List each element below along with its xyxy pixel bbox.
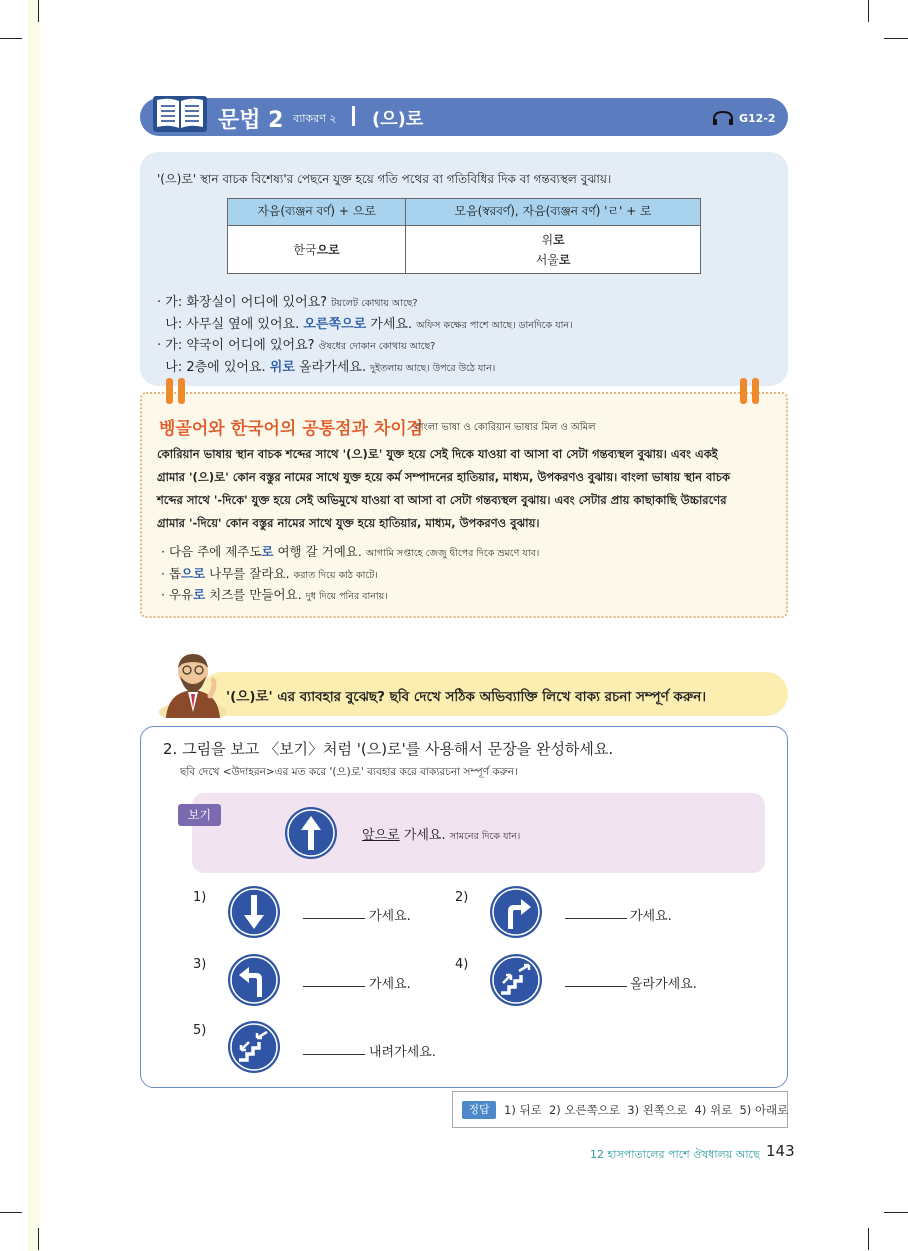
- section-subtitle: ব্যাকরণ ২: [293, 112, 337, 125]
- comparison-paragraph-line: গ্রামার '(으)로' কোন বস্তুর নামের সাথে যুক্ত হয়ে কর্ম সম্পাদনের হাতিয়ার, মাধ্যম, উপকরণও বুঝায়। বাংলা ভাষায় স্থান বাচক: [157, 470, 731, 484]
- exercise-subtitle: ছবি দেখে <উদাহরন>এর মত করে '(으)로' ব্যবহার করে বাক্যরচনা সম্পূর্ণ করুন।: [180, 766, 518, 778]
- sample-sentence: 앞으로 가세요. সামনের দিকে যান।: [362, 828, 521, 843]
- question-text: 가세요.: [369, 909, 411, 924]
- page-number: 143: [766, 1142, 795, 1160]
- prompt-text: '(으)로' এর ব্যাবহার বুঝেছ? ছবি দেখে সঠিক অভিব্যাক্তি লিখে বাক্য রচনা সম্পূর্ণ করুন।: [226, 689, 707, 705]
- comparison-title: 벵골어와 한국어의 공통점과 차이점: [159, 419, 424, 439]
- sample-tag: 보기: [178, 804, 221, 826]
- stairs-up-sign-icon: [489, 953, 543, 1007]
- answer-key-tag: 정답: [462, 1101, 496, 1119]
- crop-mark: [38, 1228, 39, 1250]
- comparison-subtitle: বাংলা ভাষা ও কোরিয়ান ভাষার মিল ও অমিল: [415, 422, 596, 433]
- comparison-paragraph-line: শব্দের সাথে '-দিকে' যুক্ত হয়ে সেই অভিমুখে যাওয়া বা আসা বা সেটা গন্তব্যস্থল বুঝায়। এবং সেটার প্রায় কাছাকাছি উচ্চারণের: [157, 493, 727, 507]
- question-text: 올라가세요.: [630, 977, 697, 992]
- crop-mark: [884, 1212, 908, 1213]
- crop-mark: [884, 38, 908, 39]
- side-strip: [28, 0, 40, 1251]
- arrow-down-sign-icon: [227, 885, 281, 939]
- example-line: · 가: 화장실이 어디에 있어요? টয়লেট কোথায় আছে?: [157, 295, 418, 310]
- binder-mark: [166, 378, 188, 404]
- answer-blank[interactable]: [303, 1054, 365, 1055]
- table-cell-consonant: 한국으로: [228, 226, 406, 274]
- answer-blank[interactable]: [303, 918, 365, 919]
- crop-mark: [0, 38, 22, 39]
- section-title: 문법 2: [218, 108, 284, 133]
- answer-blank[interactable]: [565, 918, 627, 919]
- chapter-title: 12 হাসপাতালের পাশে ঔষধালয় আছে: [590, 1148, 760, 1161]
- question-text: 내려가세요.: [369, 1045, 436, 1060]
- crop-mark: [38, 0, 39, 22]
- stairs-down-sign-icon: [227, 1020, 281, 1074]
- question-number: 4): [455, 957, 469, 972]
- crop-mark: [868, 1228, 869, 1250]
- example-line: · 가: 약국이 어디에 있어요? ঔষধের দোকান কোথায় আছে?: [157, 338, 436, 353]
- question-number: 5): [193, 1023, 207, 1038]
- book-icon: [152, 94, 208, 134]
- example-line: 나: 사무실 옆에 있어요. 오른쪽으로 가세요. অফিস কক্ষের পাশে আছে। ডানদিকে যান।: [157, 317, 573, 332]
- teacher-avatar: [158, 642, 228, 718]
- comparison-example: · 다음 주에 제주도로 여행 갈 거예요. আগামি সপ্তাহে জেজু দ্বীপের দিকে ভ্রমণে যাব।: [161, 544, 540, 559]
- crop-mark: [868, 0, 869, 22]
- binder-mark: [740, 378, 762, 404]
- comparison-paragraph-line: গ্রামার '-দিয়ে' কোন বস্তুর নামের সাথে যুক্ত হয়ে হাতিয়ার, মাধ্যম, উপকরণও বুঝায়।: [157, 516, 540, 530]
- question-number: 2): [455, 890, 469, 905]
- header-divider: [352, 106, 355, 126]
- question-text: 가세요.: [369, 977, 411, 992]
- table-header-vowel: 모음(স্বরবর্ণ), 자음(ব্যঞ্জন বর্ণ) 'ㄹ' + 로: [406, 199, 701, 226]
- comparison-paragraph-line: কোরিয়ান ভাষায় স্থান বাচক শব্দের সাথে '(으)로' যুক্ত হয়ে সেই দিকে যাওয়া বা আসা বা সেটা গন্তব্যস্থল বুঝায়। এবং একই: [157, 447, 718, 461]
- answer-blank[interactable]: [565, 986, 627, 987]
- turn-left-sign-icon: [227, 953, 281, 1007]
- grammar-intro: '(으)로' স্থান বাচক বিশেষ্য'র পেছনে যুক্ত হয়ে গতি পথের বা গতিবিধির দিক বা গন্তব্যস্থল বুঝায়।: [157, 172, 612, 186]
- audio-track-code[interactable]: G12-2: [739, 112, 776, 125]
- comparison-example: · 톱으로 나무를 잘라요. করাত দিয়ে কাঠ কাটে।: [161, 566, 378, 581]
- turn-right-sign-icon: [489, 885, 543, 939]
- example-line: 나: 2층에 있어요. 위로 올라가세요. দুইতলায় আছে। উপরে উঠে যান।: [157, 360, 496, 375]
- arrow-up-sign-icon: [284, 806, 338, 860]
- headphone-icon[interactable]: [712, 110, 734, 126]
- grammar-topic: (으)로: [372, 109, 424, 130]
- exercise-title: 2. 그림을 보고 〈보기〉처럼 '(으)로'를 사용해서 문장을 완성하세요.: [163, 740, 614, 758]
- answer-blank[interactable]: [303, 986, 365, 987]
- comparison-example: · 우유로 치즈를 만들어요. দুধ দিয়ে পনির বানায়।: [161, 587, 388, 602]
- crop-mark: [0, 1212, 22, 1213]
- question-text: 가세요.: [630, 909, 672, 924]
- question-number: 3): [193, 957, 207, 972]
- grammar-table: [227, 198, 701, 274]
- table-cell-vowel: 위로 서울로: [406, 226, 701, 274]
- table-header-consonant: 자음(ব্যঞ্জন বর্ণ) + 으로: [228, 199, 406, 226]
- answer-key-text: 1) 뒤로 2) 오른쪽으로 3) 왼쪽으로 4) 위로 5) 아래로: [504, 1103, 789, 1117]
- question-number: 1): [193, 890, 207, 905]
